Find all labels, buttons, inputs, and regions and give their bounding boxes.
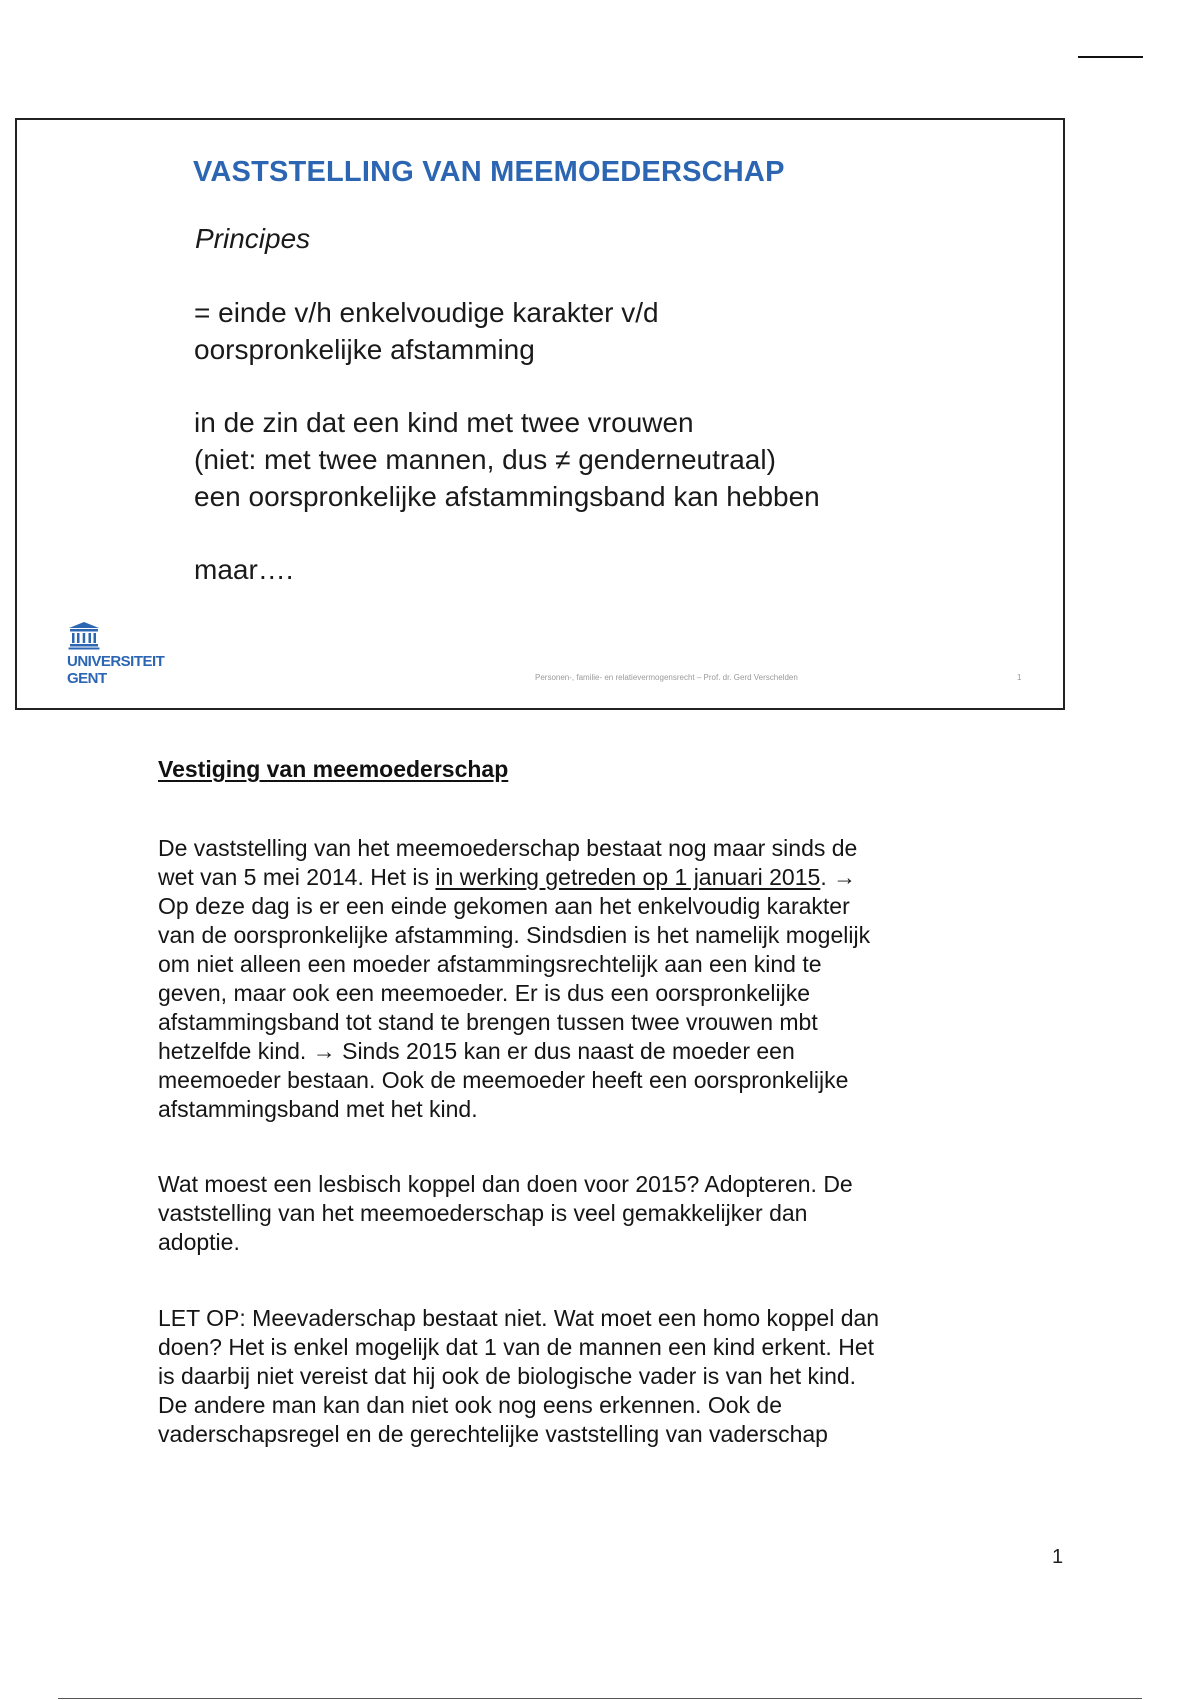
notes-line: adoptie.	[158, 1229, 240, 1255]
header-rule	[1078, 56, 1143, 58]
slide-subtitle: Principes	[195, 223, 311, 254]
slide-line: oorspronkelijke afstamming	[194, 334, 535, 365]
logo-text	[67, 653, 164, 687]
notes-paragraph-2	[158, 1170, 853, 1257]
notes-line	[158, 863, 870, 892]
slide-paragraph-2	[194, 404, 820, 515]
underlined-date-phrase: in werking getreden op 1 januari 2015	[435, 864, 821, 890]
university-building-icon	[67, 620, 101, 650]
slide-paragraph-3: maar….	[194, 554, 294, 585]
university-logo	[67, 620, 167, 690]
notes-text: . →	[820, 864, 857, 890]
notes-line: hetzelfde kind. → Sinds 2015 kan er dus naast de moeder een	[158, 1038, 795, 1064]
slide-line: = einde v/h enkelvoudige karakter v/d	[194, 297, 659, 328]
notes-line: om niet alleen een moeder afstammingsrechtelijk aan een kind te	[158, 951, 822, 977]
slide-line: in de zin dat een kind met twee vrouwen	[194, 407, 694, 438]
notes-line: afstammingsband met het kind.	[158, 1096, 478, 1122]
notes-line: Wat moest een lesbisch koppel dan doen voor 2015? Adopteren. De	[158, 1171, 853, 1197]
notes-line: vaststelling van het meemoederschap is veel gemakkelijker dan	[158, 1200, 808, 1226]
notes-paragraph-3	[158, 1304, 879, 1449]
notes-heading: Vestiging van meemoederschap	[158, 756, 509, 782]
notes-paragraph-1	[158, 834, 870, 1124]
notes-line: van de oorspronkelijke afstamming. Sindsdien is het namelijk mogelijk	[158, 922, 871, 948]
notes-line: is daarbij niet vereist dat hij ook de biologische vader is van het kind.	[158, 1363, 857, 1389]
slide-footer: Personen-, familie- en relatievermogensrecht – Prof. dr. Gerd Verschelden	[535, 673, 798, 682]
notes-line: vaderschapsregel en de gerechtelijke vaststelling van vaderschap	[158, 1421, 828, 1447]
slide-paragraph-1	[194, 294, 659, 368]
notes-line: geven, maar ook een meemoeder. Er is dus een oorspronkelijke	[158, 980, 811, 1006]
notes-line: doen? Het is enkel mogelijk dat 1 van de mannen een kind erkent. Het	[158, 1334, 874, 1360]
logo-line-1: UNIVERSITEIT	[67, 653, 165, 670]
slide-thumbnail	[15, 118, 1065, 710]
slide-title: VASTSTELLING VAN MEEMOEDERSCHAP	[193, 156, 785, 188]
page-number: 1	[1052, 1546, 1064, 1568]
notes-line: LET OP: Meevaderschap bestaat niet. Wat moet een homo koppel dan	[158, 1305, 880, 1331]
notes-line: afstammingsband tot stand te brengen tussen twee vrouwen mbt	[158, 1009, 818, 1035]
notes-text: wet van 5 mei 2014. Het is	[158, 864, 436, 890]
notes-line: De andere man kan dan niet ook nog eens erkennen. Ook de	[158, 1392, 782, 1418]
slide-number: 1	[1017, 673, 1022, 682]
notes-line: Op deze dag is er een einde gekomen aan het enkelvoudig karakter	[158, 893, 850, 919]
notes-section	[158, 756, 938, 1447]
logo-line-2: GENT	[67, 670, 107, 687]
slide-line: (niet: met twee mannen, dus ≠ genderneutraal)	[194, 444, 776, 475]
notes-line: De vaststelling van het meemoederschap bestaat nog maar sinds de	[158, 835, 858, 861]
footer-rule	[58, 1698, 1142, 1699]
notes-line: meemoeder bestaan. Ook de meemoeder heeft een oorspronkelijke	[158, 1067, 849, 1093]
slide-line: een oorspronkelijke afstammingsband kan hebben	[194, 481, 820, 512]
